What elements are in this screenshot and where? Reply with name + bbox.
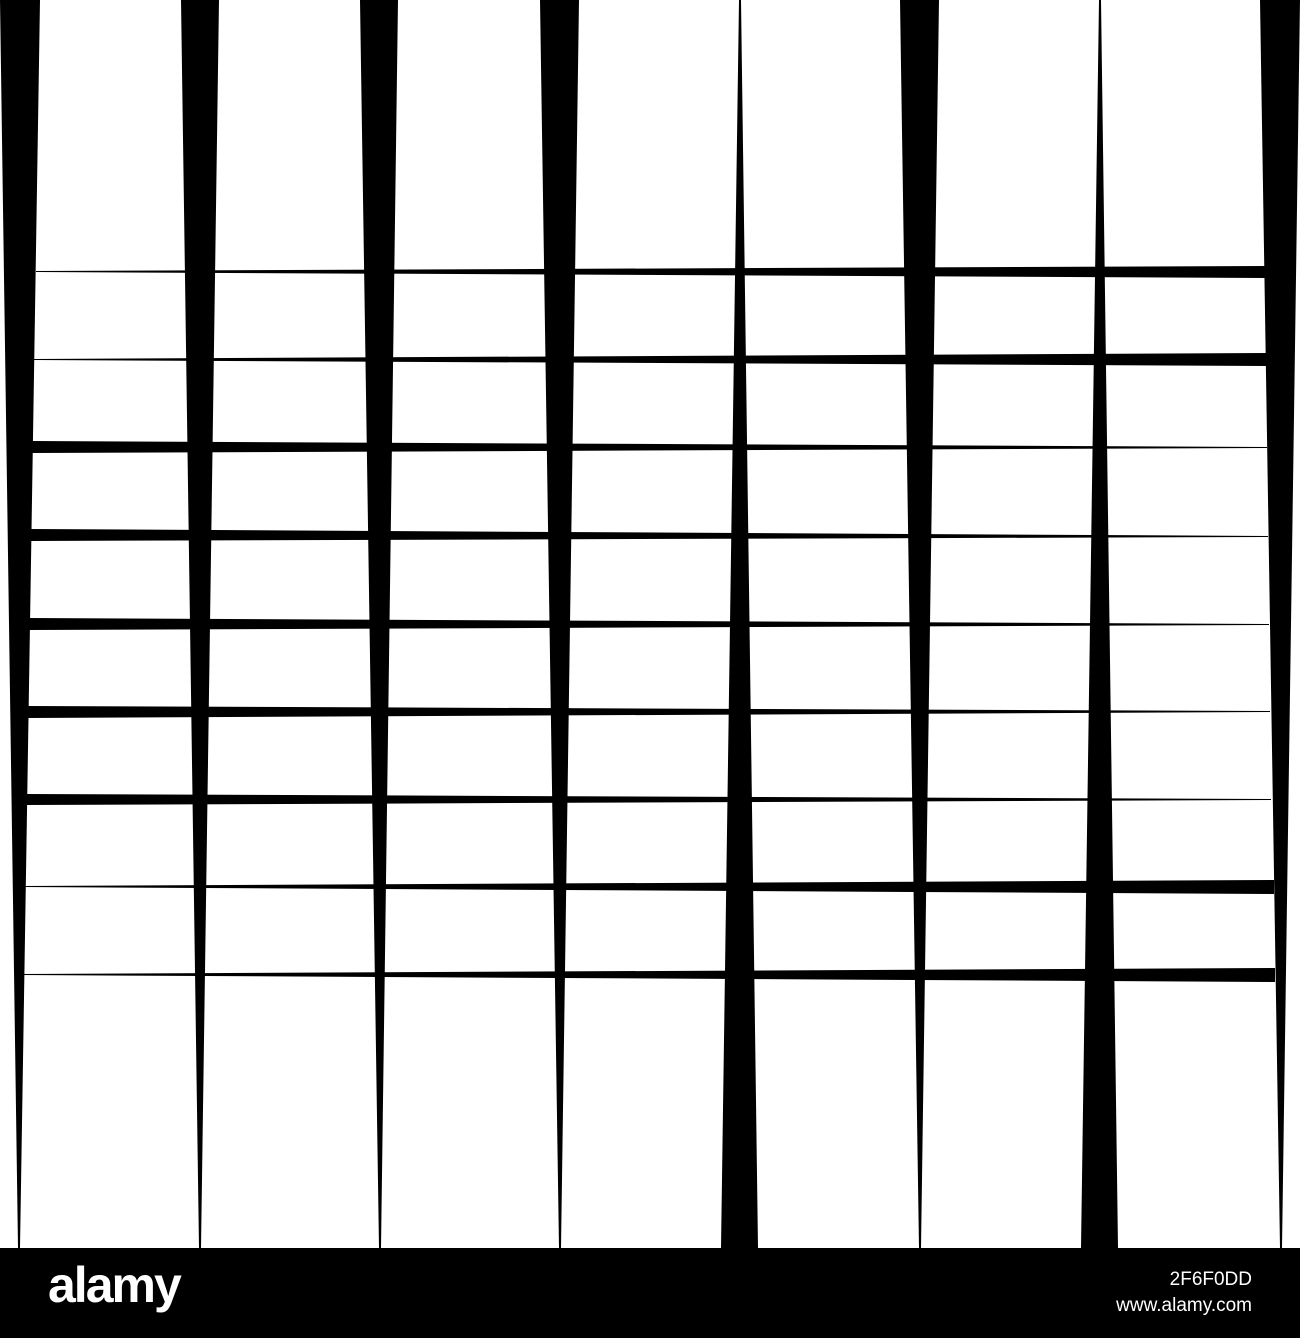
image-id-label: 2F6F0DD [1169,1269,1252,1290]
brand-logo: alamy [48,1257,180,1313]
footer-bar [0,1248,1300,1338]
site-url-label: www.alamy.com [1116,1295,1252,1316]
